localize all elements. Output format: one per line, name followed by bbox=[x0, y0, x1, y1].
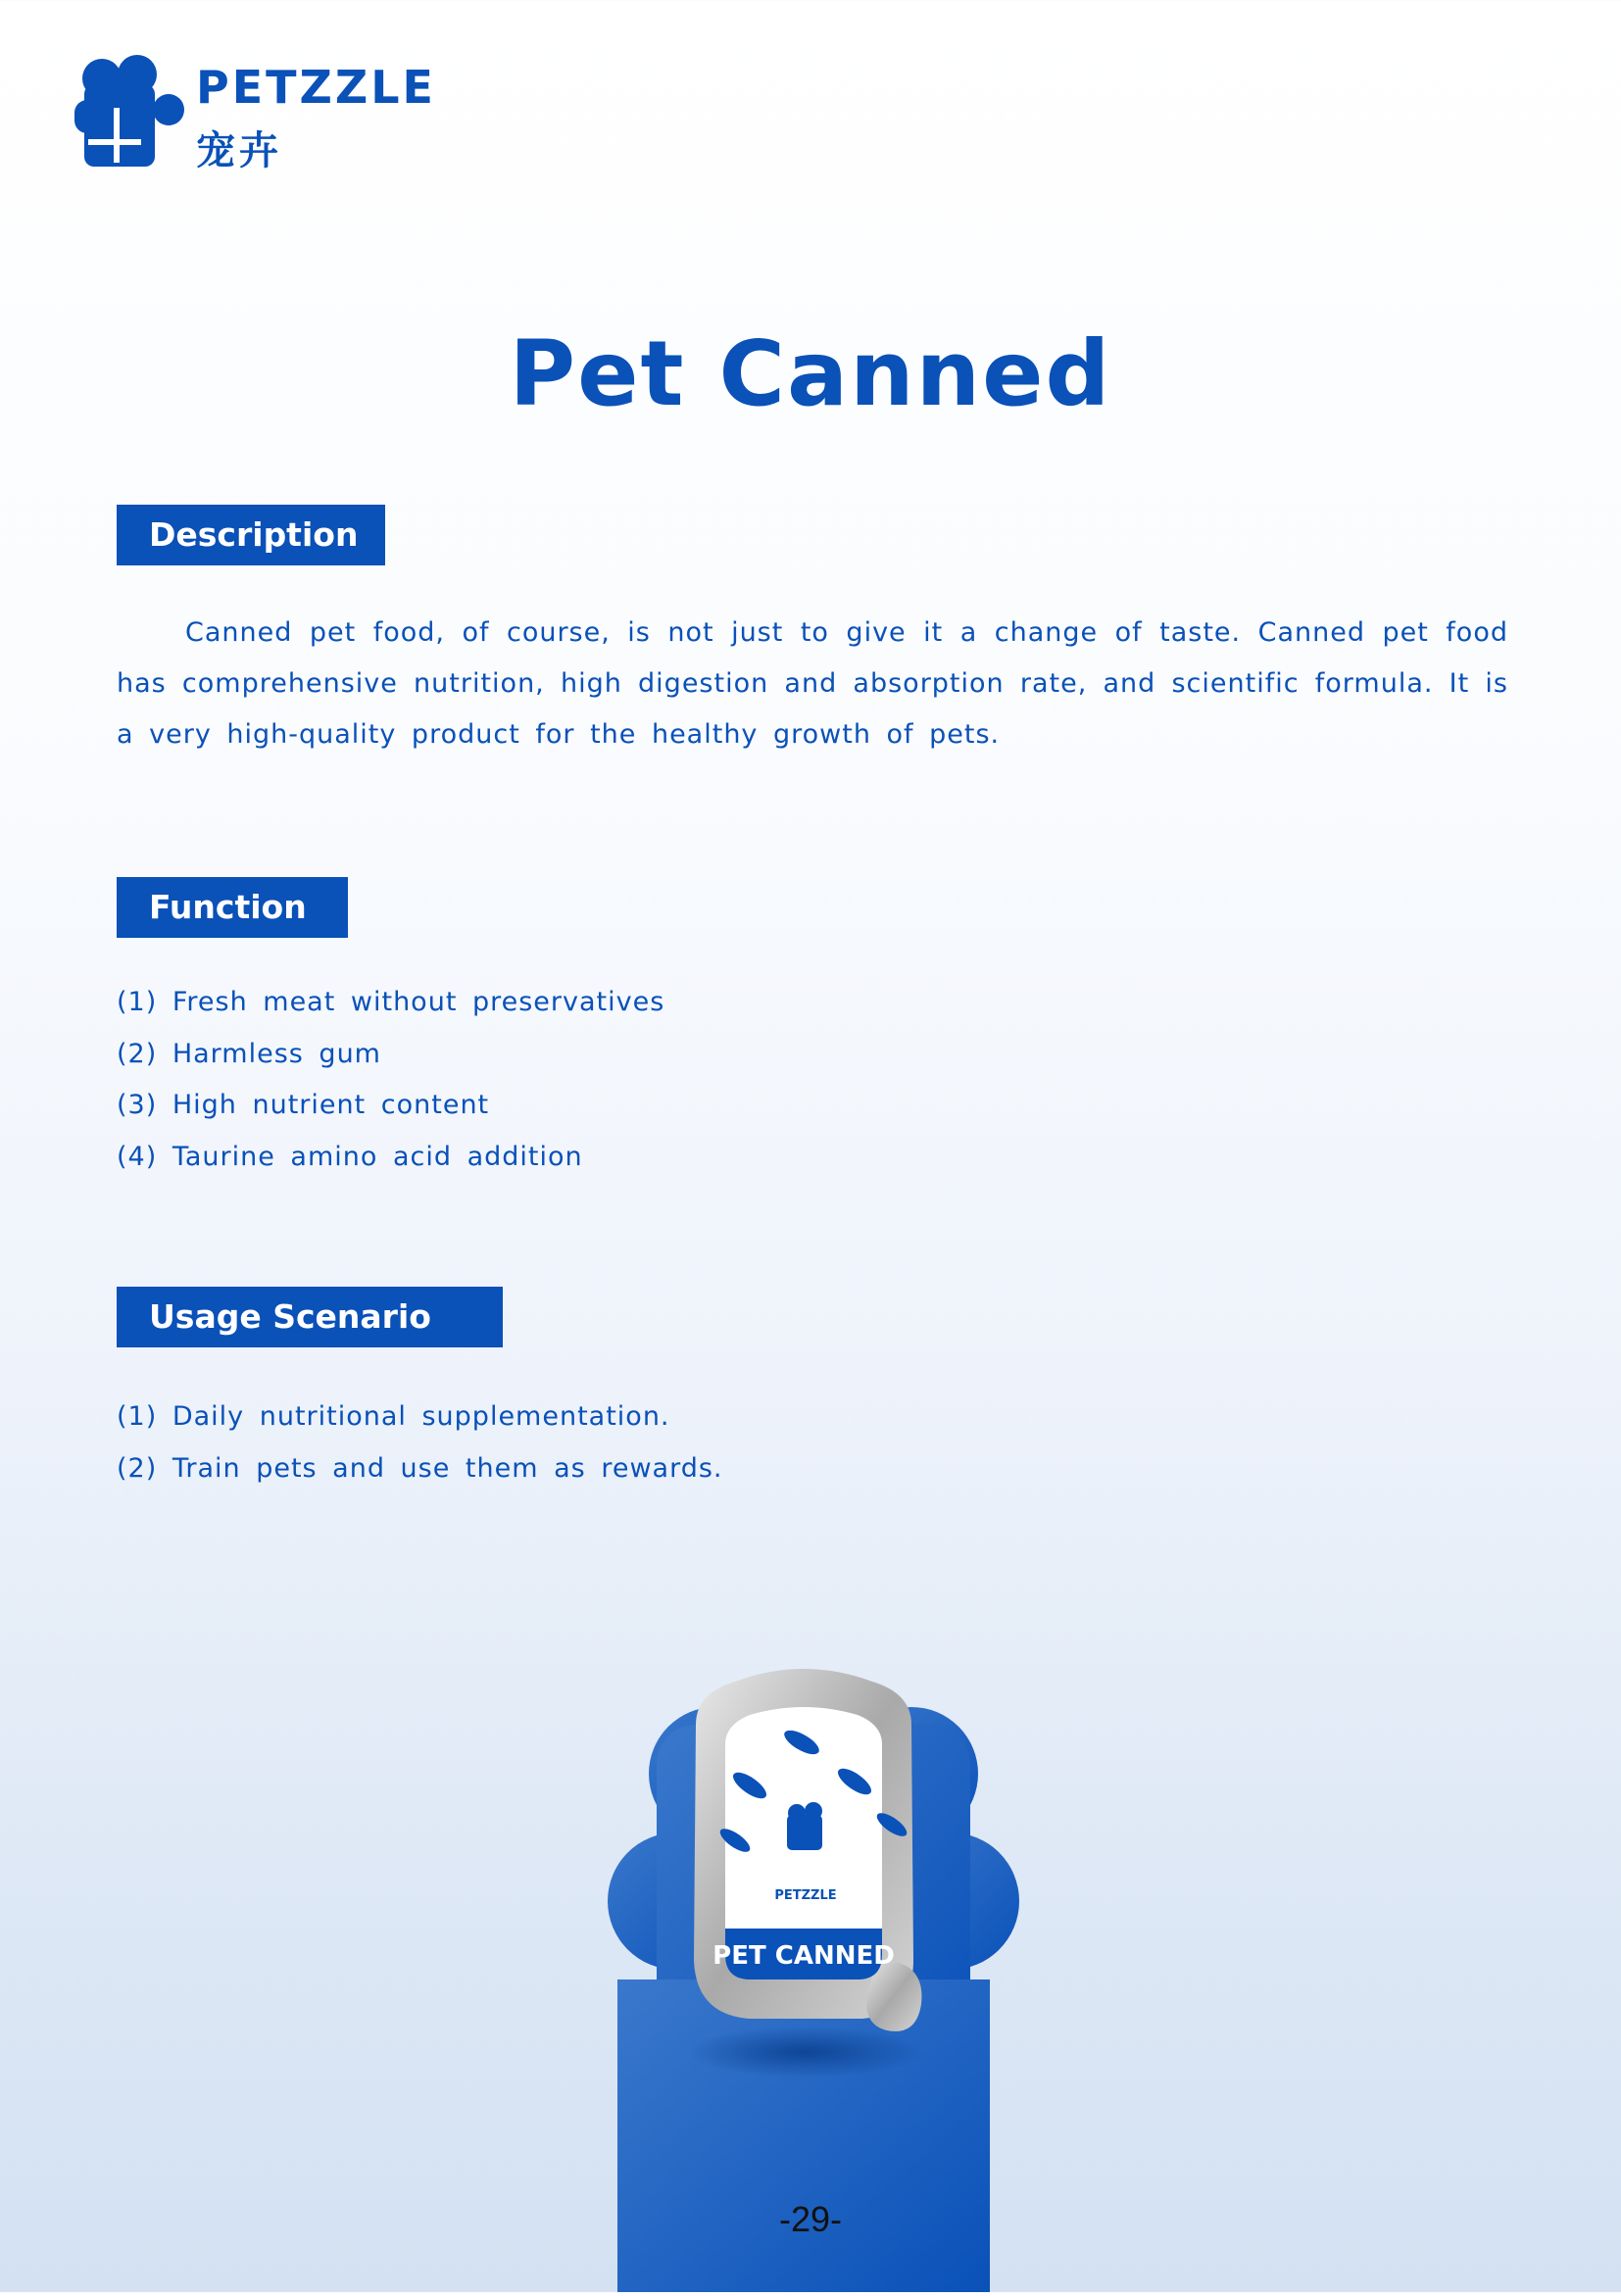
can-brand-small: PETZZLE bbox=[774, 1888, 837, 1903]
brand-logo bbox=[61, 49, 436, 176]
paw-puzzle-icon bbox=[61, 49, 188, 171]
function-list bbox=[117, 977, 664, 1183]
page-number: -29- bbox=[778, 2199, 843, 2239]
list-item: (1) Daily nutritional supplementation. bbox=[117, 1401, 670, 1432]
can-label: PET CANNED bbox=[712, 1941, 895, 1971]
list-item: (3) High nutrient content bbox=[117, 1090, 490, 1120]
list-item: (2) Harmless gum bbox=[117, 1038, 381, 1069]
logo-brand-cn: 宠卉 bbox=[196, 128, 282, 173]
list-item: (1) Fresh meat without preservatives bbox=[117, 987, 665, 1017]
list-item: (2) Train pets and use them as rewards. bbox=[117, 1452, 723, 1484]
section-label-usage: Usage Scenario bbox=[117, 1287, 503, 1347]
logo-brand-en: PETZZLE bbox=[196, 61, 436, 114]
usage-list bbox=[117, 1392, 722, 1494]
section-label-function: Function bbox=[117, 877, 348, 938]
list-item: (4) Taurine amino acid addition bbox=[117, 1141, 583, 1172]
page-title: Pet Canned bbox=[509, 321, 1112, 426]
description-text: Canned pet food, of course, is not just to give it a change of taste. Canned pet food has comprehensive nutrition, high digestion and absorption rate, and scientific formula. It is a very high-quality product for the healthy growth of pets. bbox=[117, 617, 1508, 750]
section-label-description: Description bbox=[117, 505, 385, 565]
